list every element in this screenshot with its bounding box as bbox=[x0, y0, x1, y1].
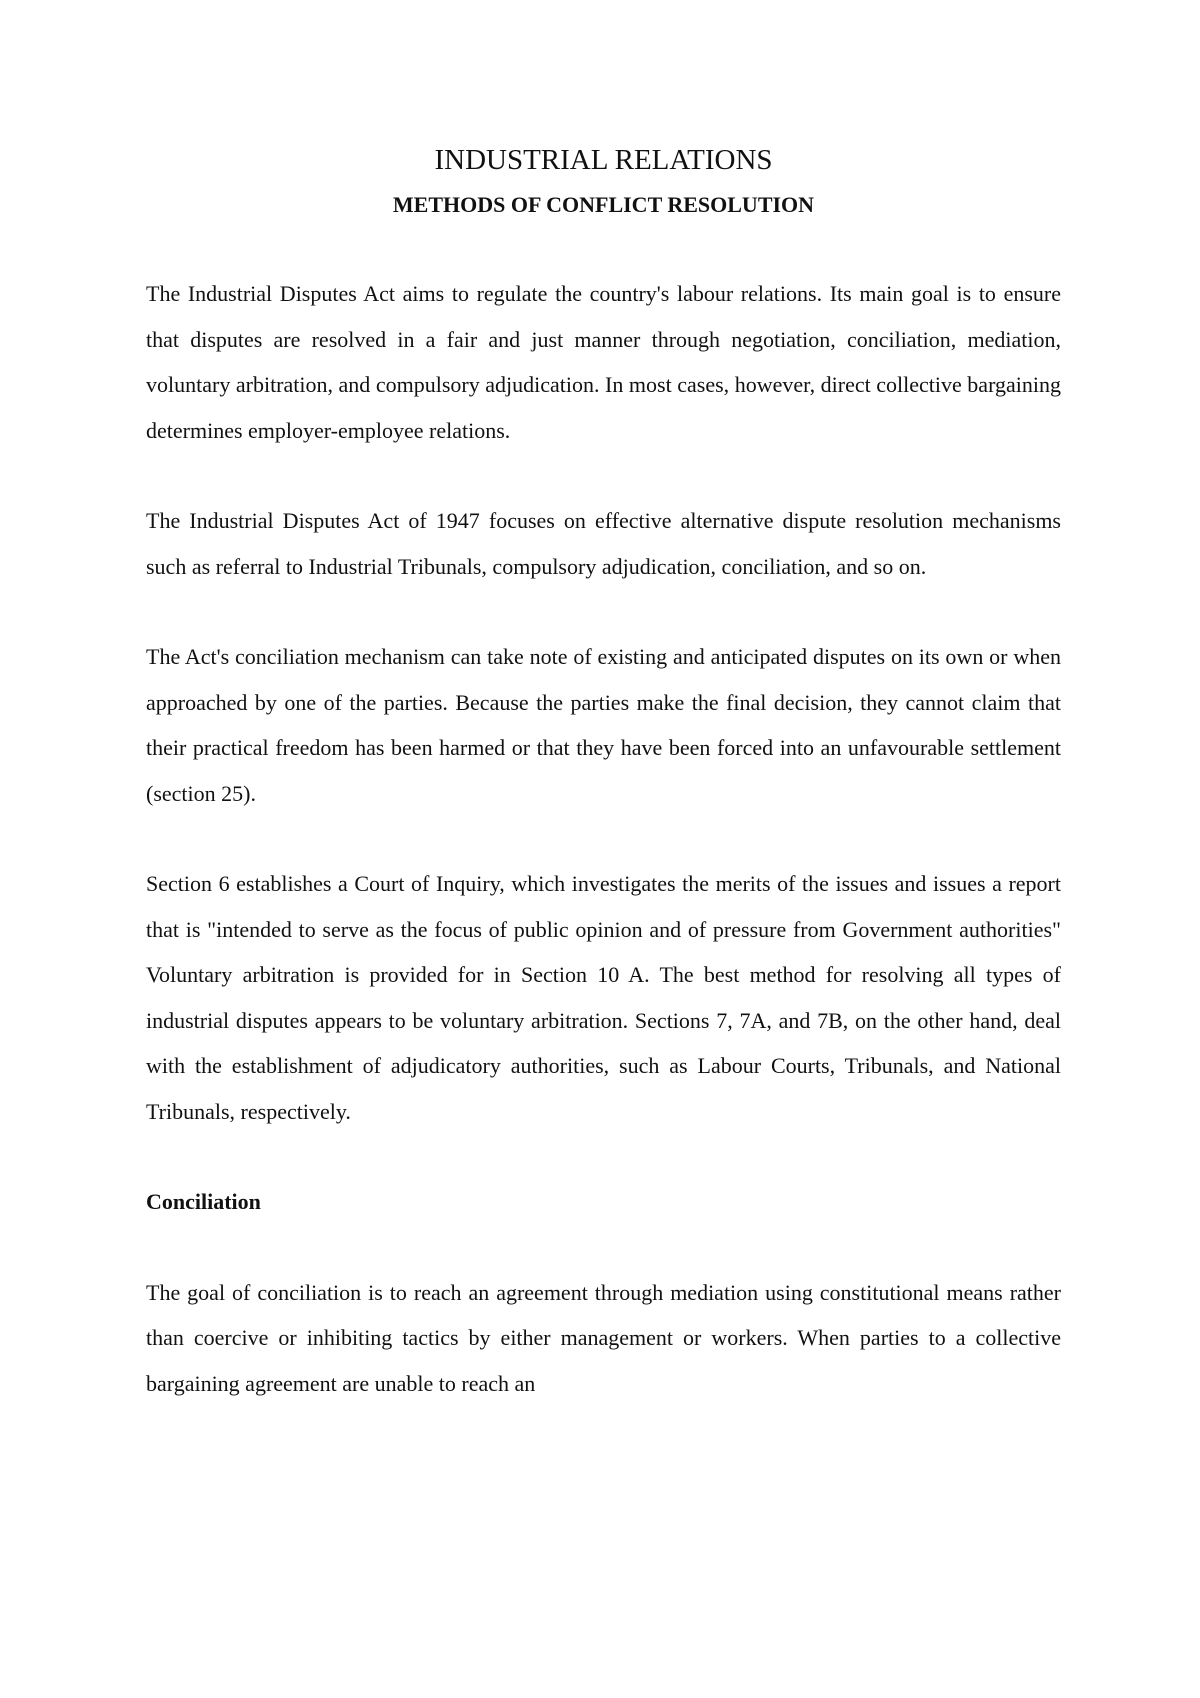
paragraph: The Act's conciliation mechanism can take note of existing and anticipated disputes on its own or when approached by one of the parties. Because the parties make the final decision, they cannot claim that their practical freedom has been harmed or that they have been forced into an unfavourable settlement (section 25). bbox=[146, 644, 1061, 806]
document-subtitle: METHODS OF CONFLICT RESOLUTION bbox=[392, 192, 815, 217]
document-title: INDUSTRIAL RELATIONS bbox=[434, 144, 773, 176]
section-paragraph: The goal of conciliation is to reach an agreement through mediation using constitutional means rather than coercive or inhibiting tactics by either management or workers. When parties to a collective bargaining agreement are unable to reach an bbox=[146, 1279, 1061, 1396]
section-heading: Conciliation bbox=[146, 1189, 261, 1214]
document-page bbox=[146, 140, 1061, 1406]
paragraph: The Industrial Disputes Act of 1947 focuses on effective alternative dispute resolution mechanisms such as referral to Industrial Tribunals, compulsory adjudication, conciliation, and so on. bbox=[146, 508, 1061, 579]
paragraph: Section 6 establishes a Court of Inquiry, which investigates the merits of the issues and issues a report that is "intended to serve as the focus of public opinion and of pressure from Government authorities" Voluntary arbitration is provided for in Section 10 A. The best method for resolving all types of industrial disputes appears to be voluntary arbitration. Sections 7, 7A, and 7B, on the other hand, deal with the establishment of adjudicatory authorities, such as Labour Courts, Tribunals, and National Tribunals, respectively. bbox=[146, 871, 1061, 1124]
paragraph: The Industrial Disputes Act aims to regulate the country's labour relations. Its main goal is to ensure that disputes are resolved in a fair and just manner through negotiation, conciliation, mediation, voluntary arbitration, and compulsory adjudication. In most cases, however, direct collective bargaining determines employer-employee relations. bbox=[146, 281, 1061, 443]
